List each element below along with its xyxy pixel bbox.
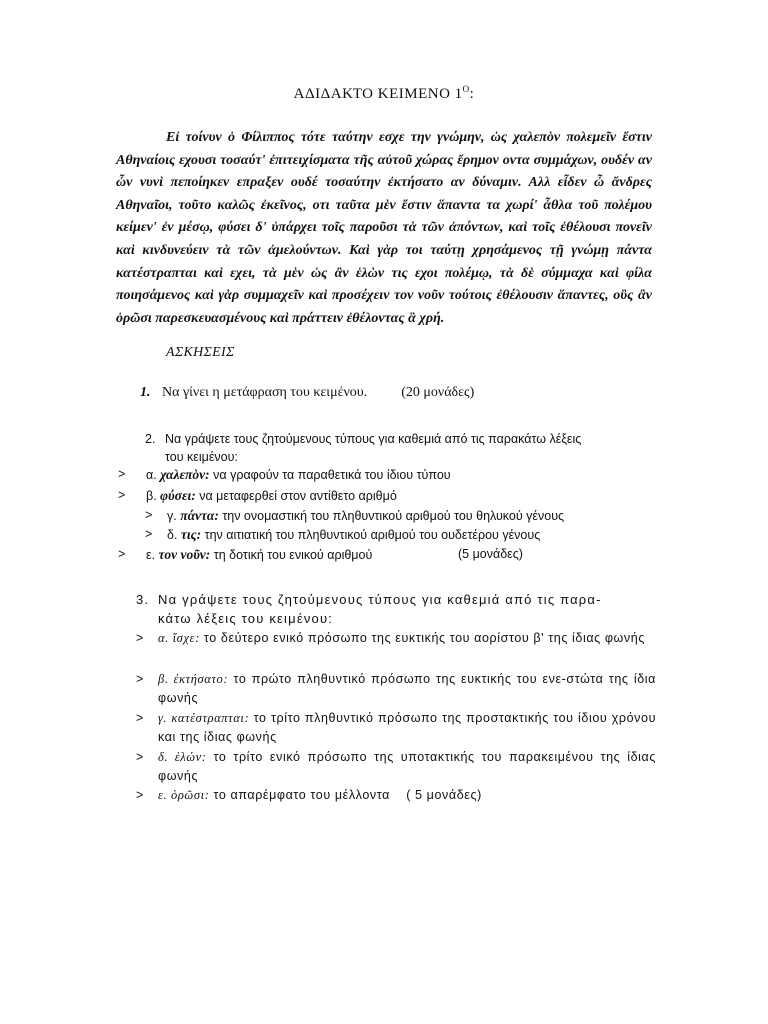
item-word: γ. κατέστραπται: [158,711,250,725]
item-letter: γ. [167,509,177,523]
arrow-bullet: > [118,488,126,502]
item-description: το πρώτο πληθυντικό πρόσωπο της ευκτικής του ενε-στώτα της ίδια φωνής [158,672,656,705]
item-word: ε. ὁρῶσι: [158,788,210,802]
arrow-bullet: > [136,750,144,764]
arrow-bullet: > [136,672,144,686]
item-description: το δεύτερο ενικό πρόσωπο της ευκτικής του αορίστου β' της ίδιας φωνής [203,631,645,645]
item-letter: ε. [146,548,156,562]
question-text-line1: Να γράψετε τους ζητούμενους τύπους για καθεμιά από τις παρακάτω λέξεις [165,432,582,446]
item-description: να μεταφερθεί στον αντίθετο αριθμό [199,489,397,503]
item-word: δ. ἑλών: [158,750,207,764]
exercises-heading: ΑΣΚΗΣΕΙΣ [166,345,235,360]
item-word: τις: [180,527,202,542]
question-3 [136,590,656,628]
question-number: 2. [145,432,156,446]
item-word: β. ἐκτήσατο: [158,672,229,686]
item-word: τον νοῦν: [158,547,211,562]
title-superscript: Ο [462,84,470,94]
item-letter: β. [146,489,157,503]
item-description: να γραφούν τα παραθετικά του ίδιου τύπου [213,468,451,482]
question-number: 3. [136,592,150,607]
passage-text: Εἰ τοίνυν ὁ Φίλιππος τότε ταύτην εσχε την γνώμην, ὡς χαλεπὸν πολεμεῖν ἔστιν Αθηναίοις εχουσι τοσαύτ' ἐπιτειχίσματα τῆς αὐτοῦ χώρας ἔρημον οντα συμμάχων, ουδέν αν ὧν νυνὶ πεποίηκεν επραξεν ουδέ τοσαύτην ἐκτήσατο αν δύναμιν. Αλλ εἶδεν ὦ ἄνδρες Αθηναῖοι, τοῦτο καλῶς ἐκεῖνος, οτι ταῦτα μὲν ἔστιν ἅπαντα τα χωρί' ἆθλα τοῦ πολέμου κείμεν' ἐν μέσῳ, φύσει δ' ὑπάρχει τοῖς παροῦσι τὰ τῶν ἀπόντων, καὶ τοῖς ἐθέλουσι πονεῖν καὶ κινδυνεύειν τὰ τῶν ἀμελούντων. Καὶ γὰρ τοι ταύτῃ χρησάμενος τῇ γνώμῃ πάντα κατέστραπται καὶ εχει, τὰ μὲν ὡς ἂν ἑλὼν τις εχοι πολέμῳ, τὰ δὲ σύμμαχα καὶ φίλα ποιησάμενος καὶ γὰρ συμμαχεῖν καὶ προσέχειν τον νοῦν τούτοις ἐθέλουσιν ἅπαντες, οὓς ἂν ὁρῶσι παρεσκευασμένους καὶ πράττειν ἐθέλοντας ἃ χρή. [116,130,652,326]
item-description: την ονομαστική του πληθυντικού αριθμού του θηλυκού γένους [222,509,565,523]
question-text-line2: κάτω λέξεις του κειμένου: [158,611,334,626]
title-text: ΑΔΙΔΑΚΤΟ ΚΕΙΜΕΝΟ 1 [293,86,463,102]
item-description: τη δοτική του ενικού αριθμού [213,548,373,562]
item-points: ( 5 μονάδες) [406,788,482,802]
item-description: το τρίτο πληθυντικό πρόσωπο της προστακτικής του ίδιου χρόνου και της ίδιας φωνής [158,711,657,744]
q3-item-b [136,670,656,708]
item-description: την αιτιατική του πληθυντικού αριθμού του ουδετέρου γένους [204,528,541,542]
item-description: το τρίτο ενικό πρόσωπο της υποτακτικής του παρακειμένου της ίδιας φωνής [158,750,656,783]
q3-item-a [136,629,656,648]
item-word: πάντα: [180,508,219,523]
item-word: φύσει: [160,488,196,503]
question-1 [140,385,474,401]
question-text: Να γίνει η μετάφραση του κειμένου. [162,385,368,400]
arrow-bullet: > [136,788,144,802]
question-points: (20 μονάδες) [401,385,475,400]
q3-item-c [136,709,656,747]
item-letter: α. [146,468,157,482]
arrow-bullet: > [118,547,126,561]
arrow-bullet: > [136,631,144,645]
arrow-bullet: > [118,467,126,481]
question-2 [145,430,655,466]
title-colon: : [469,86,475,102]
question-text-line1: Να γράψετε τους ζητούμενους τύπους για καθεμιά από τις παρα- [158,592,602,607]
item-word: α. ἴσχε: [158,631,200,645]
item-word: χαλεπὸν: [160,467,210,482]
arrow-bullet: > [136,711,144,725]
ancient-text-passage [116,127,652,330]
arrow-bullet: > [145,508,153,522]
question-text-line2: του κειμένου: [165,450,238,464]
item-points: (5 μονάδες) [458,547,523,561]
q3-item-d [136,748,656,786]
q3-item-e [136,786,656,805]
item-letter: δ. [167,528,178,542]
document-title [0,84,768,103]
arrow-bullet: > [145,527,153,541]
question-number: 1. [140,385,151,400]
item-description: το απαρέμφατο του μέλλοντα [213,788,390,802]
